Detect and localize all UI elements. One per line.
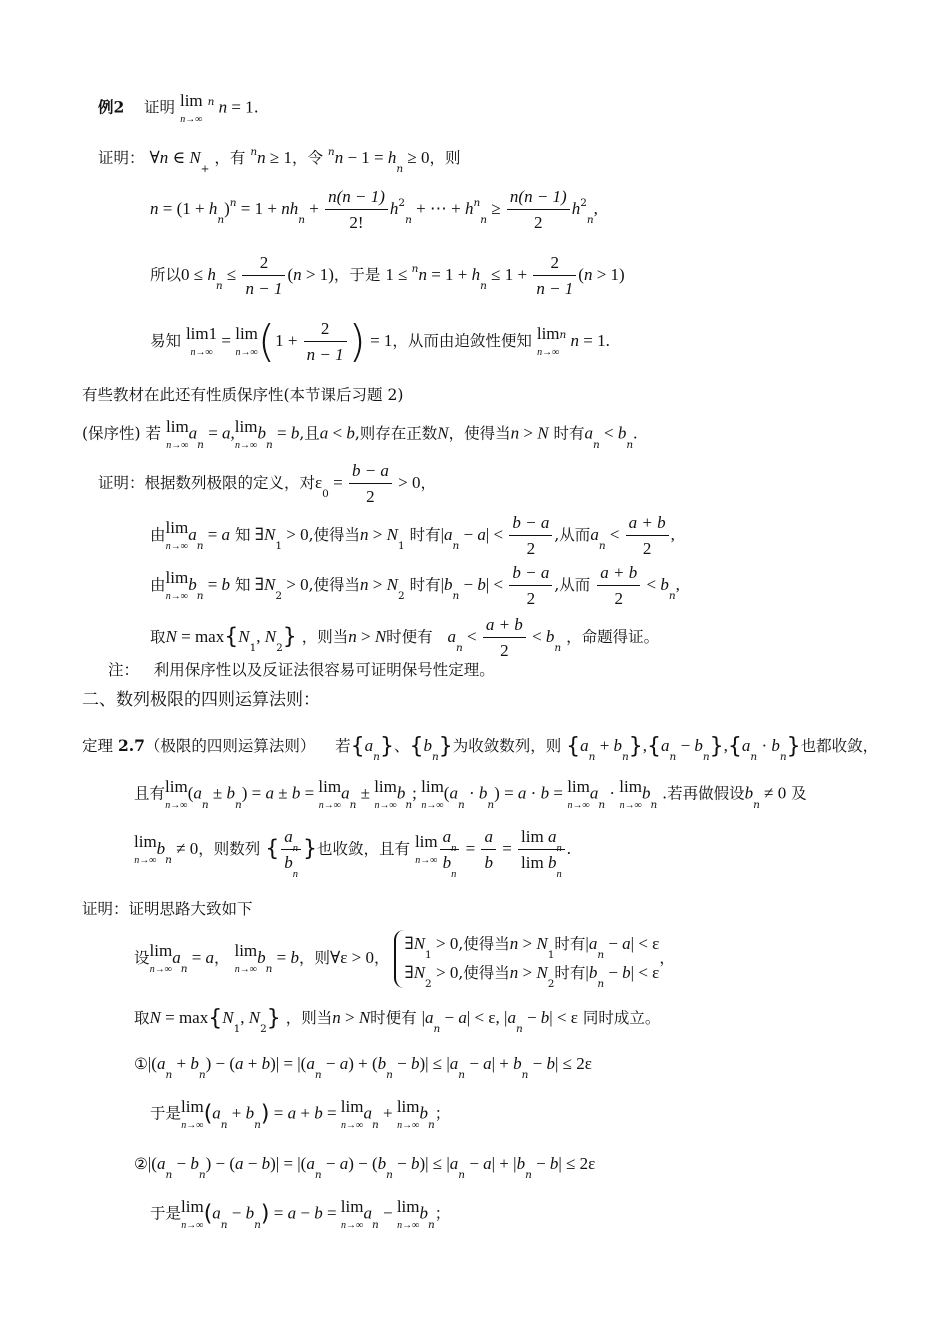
textbook-note: 有些教材在此还有性质保序性(本节课后习题 2) bbox=[82, 386, 404, 404]
by-a-line: 由 lim n→∞ $a_n = a$ 知 $\exists N_1 > 0$,使得当$n > N_1$ 时有$|a_n - a|$ < $\frac{b - a}{2}$ ,从而$a_n$ < $\frac{a + b}{2}$ , bbox=[150, 513, 675, 559]
proof-3-label: 证明：证明思路大致如下 bbox=[82, 900, 253, 918]
note-line: 注： 利用保序性以及反证法很容易可证明保号性定理。 bbox=[108, 661, 495, 679]
take-max-line: 取$N = \max\{N_1$, $N_2$} ，则当n > N时便有 $a_n$ < $\frac{a + b}{2}$ < $b_n$ ，命题得证。 bbox=[150, 615, 660, 661]
squeeze-line: 易知 lim1 n→∞ = lim n→∞ (1 + $\frac{2}{n - 1}$ ) = 1，从而由迫敛性便知 lim n→∞ $^n$ n = 1. bbox=[150, 315, 610, 367]
theorem-quotient: lim n→∞ $b_n \ne 0$，则数列 { $\frac{a_n}{b_n}$ }也收敛，且有 lim n→∞ $\frac{a_n}{b_n}$ = $\frac{a}{b}$ = $\frac{\lim a_n}{\lim b_n}$ . bbox=[134, 827, 571, 881]
item-1-inequality: $①|(a_n + b_n) - (a + b)| = |(a_n - a) + (b_n - b)| \le |a_n - a| + b_n - b| \le 2\varepsilon$ bbox=[134, 1054, 592, 1081]
section-heading: 二、数列极限的四则运算法则： bbox=[82, 690, 320, 710]
order-property: (保序性) 若 lim n→∞ $a_n = a$, lim n→∞ $b_n = b$,且a < b,则存在正数N，使得当n > N 时有$a_n < b_n$. bbox=[82, 417, 638, 451]
item-2-conclusion: 于是 lim n→∞ $(a_n - b_n) = a - b$ = lim n→∞ $a_n$ − lim n→∞ $b_n$； bbox=[150, 1197, 451, 1231]
hn-bound-line: 所以$0 \le h_n$ ≤ $\frac{2}{n - 1}$ (n > 1)，于是 $1 \le ^nn = 1 + h_n \le 1$ + $\frac{2}{n - 1}$ (n > 1) bbox=[150, 253, 625, 299]
proof-3-setup: 设 lim n→∞ $a_n = a$， lim n→∞ $b_n = b$，则∀ε > 0， $\exists N_1 > 0$,使得当$n > N_1$时有$|a_n - a| < \varepsilon$ $\exists N_2 > 0$,使得当$n > N_2$时有$|b_n - b| < \varepsilon$， bbox=[134, 930, 675, 988]
proof-1-line: 证明： ∀n ∈ $N_+$ ，有 $^n$n ≥ 1，令 $^nn - 1 = h_n \ge 0$，则 bbox=[98, 146, 461, 175]
example-2-line: 例2 证明 lim n→∞ $^n$ n = 1. bbox=[98, 91, 259, 125]
proof-2-line: 证明：根据数列极限的定义，对$\varepsilon_0$ = $\frac{b - a}{2}$ > 0， bbox=[98, 461, 437, 507]
take-max-line-2: 取$N = \max\{N_1$, $N_2$} ，则当n > N时便有 $|a_n - a| < \varepsilon$, $|a_n - b| < \varepsilon$ 同时成立。 bbox=[134, 1006, 661, 1036]
condition-system: $\exists N_1 > 0$,使得当$n > N_1$时有$|a_n - a| < \varepsilon$ $\exists N_2 > 0$,使得当$n > N_2$时有$|b_n - b| < \varepsilon$ bbox=[394, 930, 659, 988]
item-1-conclusion: 于是 lim n→∞ $(a_n + b_n) = a + b$ = lim n→∞ $a_n$ + lim n→∞ $b_n$； bbox=[150, 1097, 451, 1131]
theorem-sum-product: 且有 lim n→∞ $(a_n \pm b_n) = a \pm b$ = lim n→∞ $a_n$ ± lim n→∞ $b_n$; lim n→∞ $(a_n \cdot b_n) = a \cdot b$ = lim n→∞ $a_n$ · lim n→∞ $b_n$ .若再做假设$b_n \ne 0$ 及 bbox=[134, 777, 807, 811]
item-2-inequality: $②|(a_n - b_n) - (a - b)| = |(a_n - a) - (b_n - b)| \le |a_n - a| + |b_n - b| \le 2\varepsilon$ bbox=[134, 1154, 596, 1181]
binomial-expansion: $n = (1 + h_n)^n = 1 + nh_n$ + $\frac{n(n - 1)}{2!}$ $h^2_n$ + ⋯ + $h^n_n$ ≥ $\frac{n(n - 1)}{2}$ $h^2_n$, bbox=[150, 187, 598, 233]
theorem-line: 定理 2.7（极限的四则运算法则） 若$\{a_n\}$、$\{b_n\}$为收敛数列，则 $\{a_n + b_n\},\{a_n - b_n\},\{a_n \cdot b_n\}$也都收敛， bbox=[82, 734, 879, 764]
example-label: 例2 bbox=[98, 97, 125, 117]
by-b-line: 由 lim n→∞ $b_n = b$ 知 $\exists N_2 > 0$,使得当$n > N_2$ 时有$|b_n - b|$ < $\frac{b - a}{2}$ ,从而 $\frac{a + b}{2}$ < $b_n$, bbox=[150, 563, 680, 609]
